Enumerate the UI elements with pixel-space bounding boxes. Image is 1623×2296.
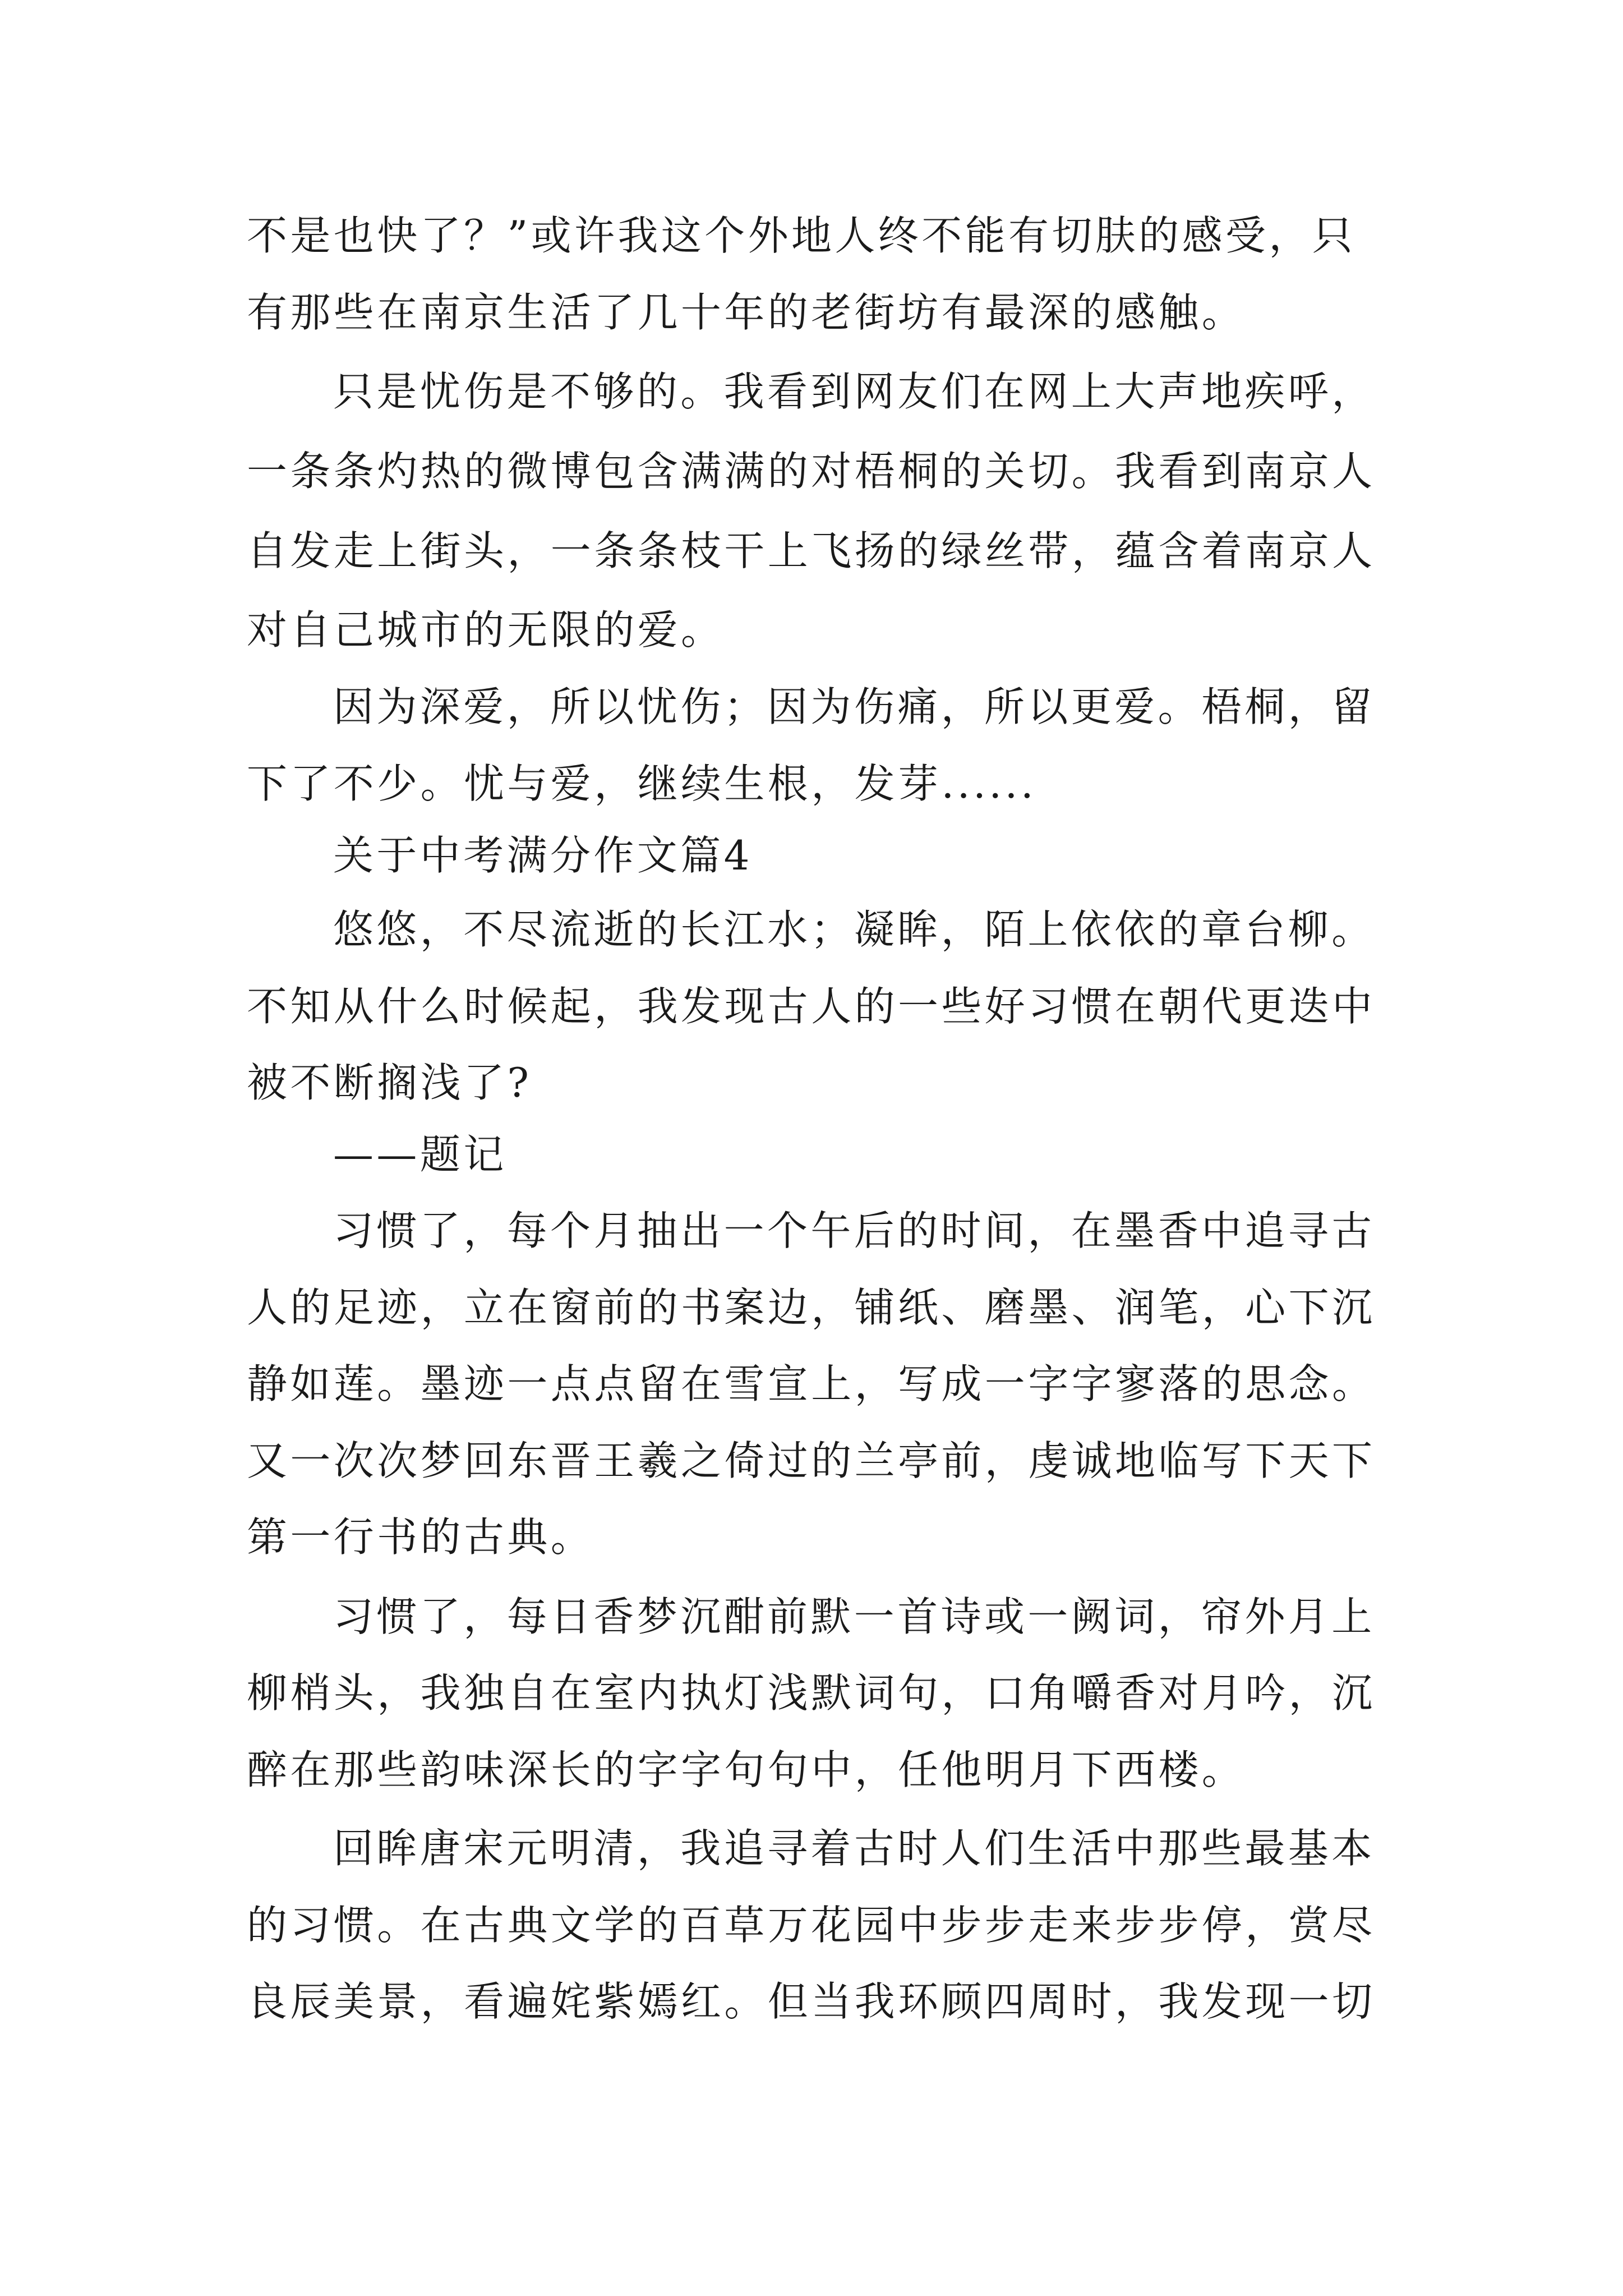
text-line: 醉在那些韵味深长的字字句句中，任他明月下西楼。 bbox=[247, 1746, 1246, 1793]
text-line: 因为深爱，所以忧伤；因为伤痛，所以更爱。梧桐，留 bbox=[333, 683, 1375, 730]
text-line: 不是也快了？”或许我这个外地人终不能有切肤的感受，只 bbox=[247, 212, 1356, 259]
text-line: 只是忧伤是不够的。我看到网友们在网上大声地疾呼， bbox=[333, 368, 1375, 415]
text-line: 不知从什么时候起，我发现古人的一些好习惯在朝代更迭中 bbox=[247, 983, 1376, 1030]
text-line: 人的足迹，立在窗前的书案边，铺纸、磨墨、润笔，心下沉 bbox=[247, 1284, 1376, 1331]
epigraph-label: ——题记 bbox=[333, 1131, 507, 1178]
text-line: 良辰美景，看遍姹紫嫣红。但当我环顾四周时，我发现一切 bbox=[247, 1978, 1376, 2025]
text-line: 静如莲。墨迹一点点留在雪宣上，写成一字字寥落的思念。 bbox=[247, 1360, 1376, 1407]
text-line: 一条条灼热的微博包含满满的对梧桐的关切。我看到南京人 bbox=[247, 448, 1376, 495]
text-line: 被不断搁浅了? bbox=[247, 1059, 532, 1106]
text-line: 对自己城市的无限的爱。 bbox=[247, 606, 725, 654]
text-line: 回眸唐宋元明清，我追寻着古时人们生活中那些最基本 bbox=[333, 1825, 1375, 1872]
section-heading: 关于中考满分作文篇4 bbox=[333, 832, 753, 879]
text-line: 的习惯。在古典文学的百草万花园中步步走来步步停，赏尽 bbox=[247, 1902, 1376, 1949]
text-line: 习惯了，每个月抽出一个午后的时间，在墨香中追寻古 bbox=[333, 1207, 1375, 1254]
text-line: 下了不少。忧与爱，继续生根，发芽...... bbox=[247, 760, 1037, 807]
text-line: 自发走上街头，一条条枝干上飞扬的绿丝带，蕴含着南京人 bbox=[247, 527, 1376, 574]
text-line: 柳梢头，我独自在室内执灯浅默词句，口角嚼香对月吟，沉 bbox=[247, 1669, 1376, 1717]
text-line: 悠悠，不尽流逝的长江水；凝眸，陌上依依的章台柳。 bbox=[333, 906, 1375, 953]
text-line: 有那些在南京生活了几十年的老街坊有最深的感触。 bbox=[247, 289, 1246, 336]
text-line: 又一次次梦回东晋王羲之倚过的兰亭前，虔诚地临写下天下 bbox=[247, 1437, 1376, 1484]
text-line: 第一行书的古典。 bbox=[247, 1513, 594, 1561]
text-line: 习惯了，每日香梦沉酣前默一首诗或一阙词，帘外月上 bbox=[333, 1593, 1375, 1640]
